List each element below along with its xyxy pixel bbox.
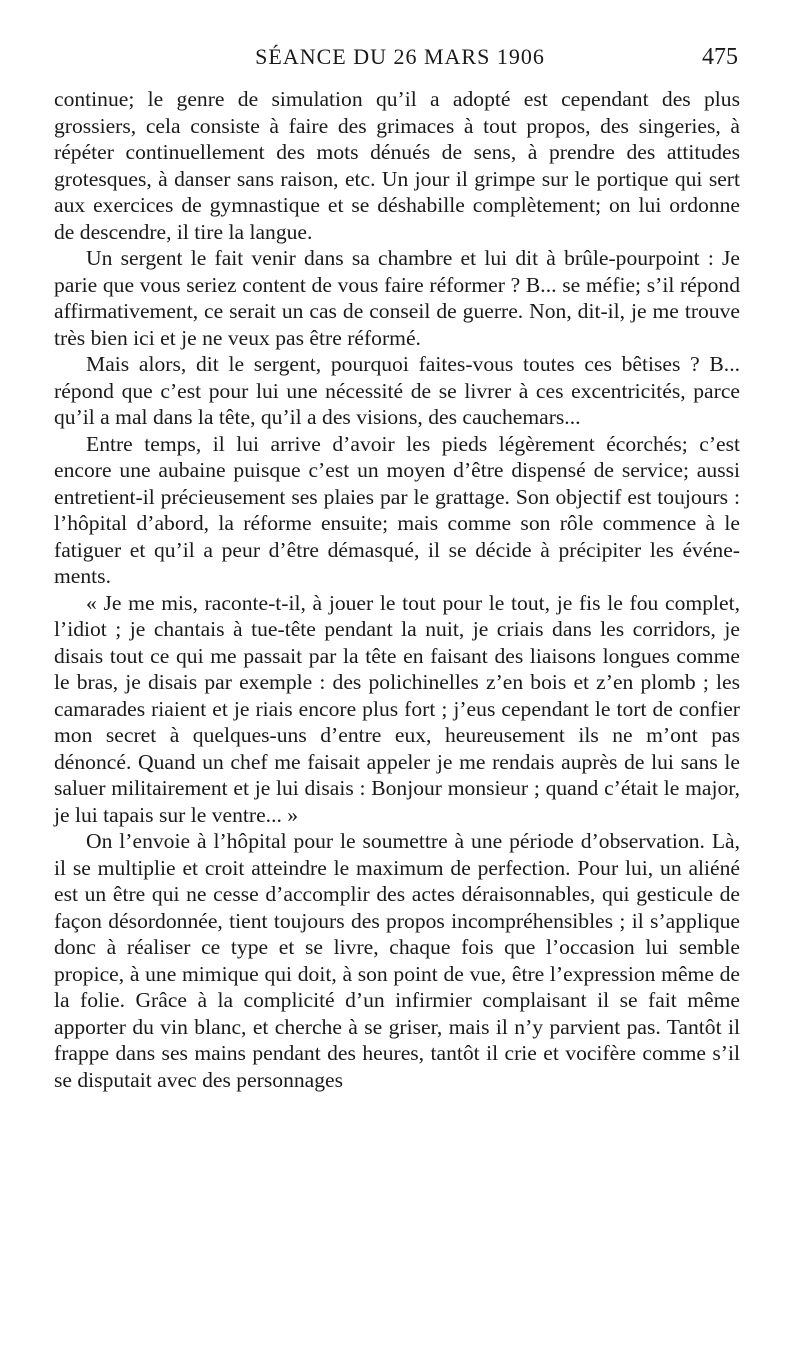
body-text	[54, 86, 740, 1093]
paragraph: continue; le genre de simulation qu’il a adopté est cependant des plus grossiers, cela consiste à faire des grimaces à tout propos, des singeries, à répéter continuellement des mots dénués de sens, à prendre des attitudes grotesques, à danser sans raison, etc. Un jour il grimpe sur le portique qui sert aux exercices de gymnastique et se déshabille complètement; on lui ordonne de descendre, il tire la langue.	[54, 87, 740, 244]
paragraph: On l’envoie à l’hôpital pour le soumettre à une période d’observation. Là, il se multiplie et croit atteindre le maximum de perfection. Pour lui, un aliéné est un être qui ne cesse d’accomplir des actes déraisonnables, qui gesticule de façon désordonnée, tient toujours des propos incompréhensibles ; il s’applique donc à réaliser ce type et se livre, chaque fois que l’occasion lui semble propice, à une mimique qui doit, à son point de vue, être l’expression même de la folie. Grâce à la complicité d’un infirmier complaisant il se fait même apporter du vin blanc, et cherche à se griser, mais il n’y parvient pas. Tantôt il frappe dans ses mains pendant des heures, tantôt il crie et vocifère comme s’il se disputait avec des personnages	[54, 829, 740, 1092]
page-header	[0, 40, 800, 80]
paragraph: Mais alors, dit le sergent, pourquoi faites-vous toutes ces bêtises ? B... répond que c’est pour lui une nécessité de se livrer à ces excentricités, parce qu’il a mal dans la tête, qu’il a des visions, des cauchemars...	[54, 352, 740, 429]
page-number: 475	[702, 44, 738, 70]
paragraph: Entre temps, il lui arrive d’avoir les pieds légèrement écorchés; c’est encore une aubaine puisque c’est un moyen d’être dispensé de service; aussi entretient-il précieusement ses plaies par le grattage. Son objectif est toujours : l’hôpital d’abord, la réforme ensuite; mais comme son rôle commence à le fatiguer et qu’il a peur d’être démasqué, il se décide à précipiter les événements.	[54, 431, 740, 588]
running-title: SÉANCE DU 26 MARS 1906	[255, 44, 545, 69]
paragraph: « Je me mis, raconte-t-il, à jouer le tout pour le tout, je fis le fou complet, l’idiot ; je chantais à tue-tête pendant la nuit, je criais dans les corridors, je disais tout ce qui me passait par la tête en faisant des liaisons longues comme le bras, je disais par exemple : des polichinelles z’en bois et z’en plomb ; les camarades riaient et je riais encore plus fort ; j’eus cependant le tort de confier mon secret à quelques-uns d’entre eux, heureusement ils ne m’ont pas dénoncé. Quand un chef me faisait appeler je me rendais auprès de lui sans le saluer militairement et je lui disais : Bonjour monsieur ; quand c’était le major, je lui tapais sur le ventre... »	[54, 590, 740, 827]
paragraph: Un sergent le fait venir dans sa chambre et lui dit à brûle-pourpoint : Je parie que vous seriez content de vous faire réformer ? B... se méfie; s’il répond affirmativement, ce serait un cas de conseil de guerre. Non, dit-il, je me trouve très bien ici et je ne veux pas être réformé.	[54, 246, 740, 350]
